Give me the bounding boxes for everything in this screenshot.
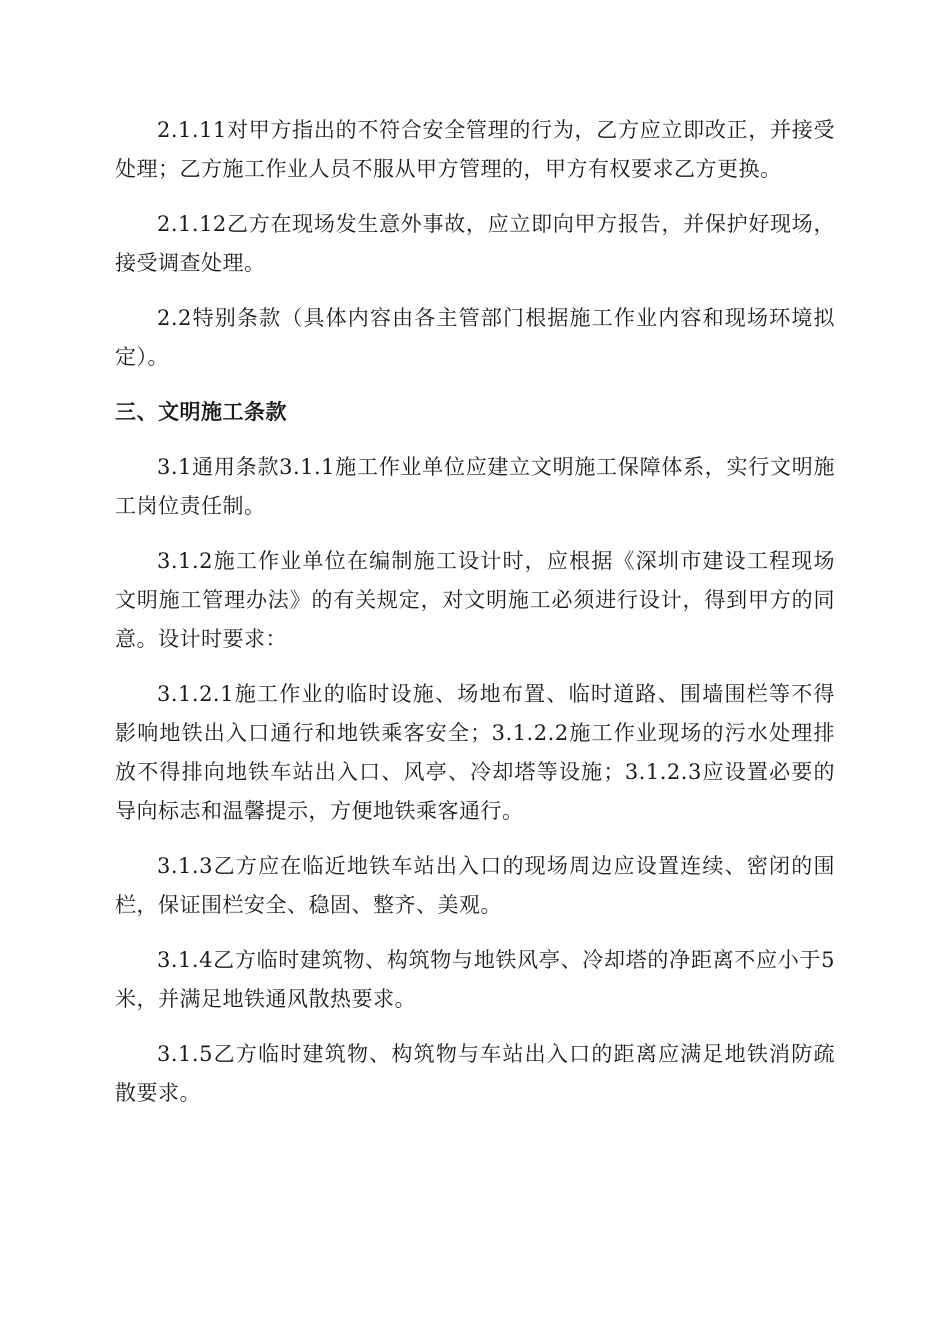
document-page [115, 111, 835, 1129]
paragraph-3-1: 3.1通用条款3.1.1施工作业单位应建立文明施工保障体系，实行文明施工岗位责任制。 [115, 455, 835, 518]
paragraph-2-1-12: 2.1.12乙方在现场发生意外事故，应立即向甲方报告，并保护好现场，接受调查处理。 [115, 212, 835, 275]
paragraph-2-2: 2.2特别条款（具体内容由各主管部门根据施工作业内容和现场环境拟定）。 [115, 306, 835, 369]
paragraph-3-1-2: 3.1.2施工作业单位在编制施工设计时，应根据《深圳市建设工程现场文明施工管理办法》的有关规定，对文明施工必须进行设计，得到甲方的同意。设计时要求： [115, 549, 835, 651]
paragraph-3-1-2-1: 3.1.2.1施工作业的临时设施、场地布置、临时道路、围墙围栏等不得影响地铁出入口通行和地铁乘客安全；3.1.2.2施工作业现场的污水处理排放不得排向地铁车站出入口、风亭、冷却塔等设施；3.1.2.3应设置必要的导向标志和温馨提示，方便地铁乘客通行。 [115, 682, 835, 823]
section-heading: 三、文明施工条款 [115, 400, 287, 424]
paragraph-3-1-3: 3.1.3乙方应在临近地铁车站出入口的现场周边应设置连续、密闭的围栏，保证围栏安全、稳固、整齐、美观。 [115, 854, 835, 917]
paragraph-3-1-5: 3.1.5乙方临时建筑物、构筑物与车站出入口的距离应满足地铁消防疏散要求。 [115, 1042, 835, 1105]
paragraph-3-1-4: 3.1.4乙方临时建筑物、构筑物与地铁风亭、冷却塔的净距离不应小于5米，并满足地铁通风散热要求。 [115, 948, 835, 1011]
paragraph-2-1-11: 2.1.11对甲方指出的不符合安全管理的行为，乙方应立即改正，并接受处理；乙方施工作业人员不服从甲方管理的，甲方有权要求乙方更换。 [115, 118, 835, 181]
